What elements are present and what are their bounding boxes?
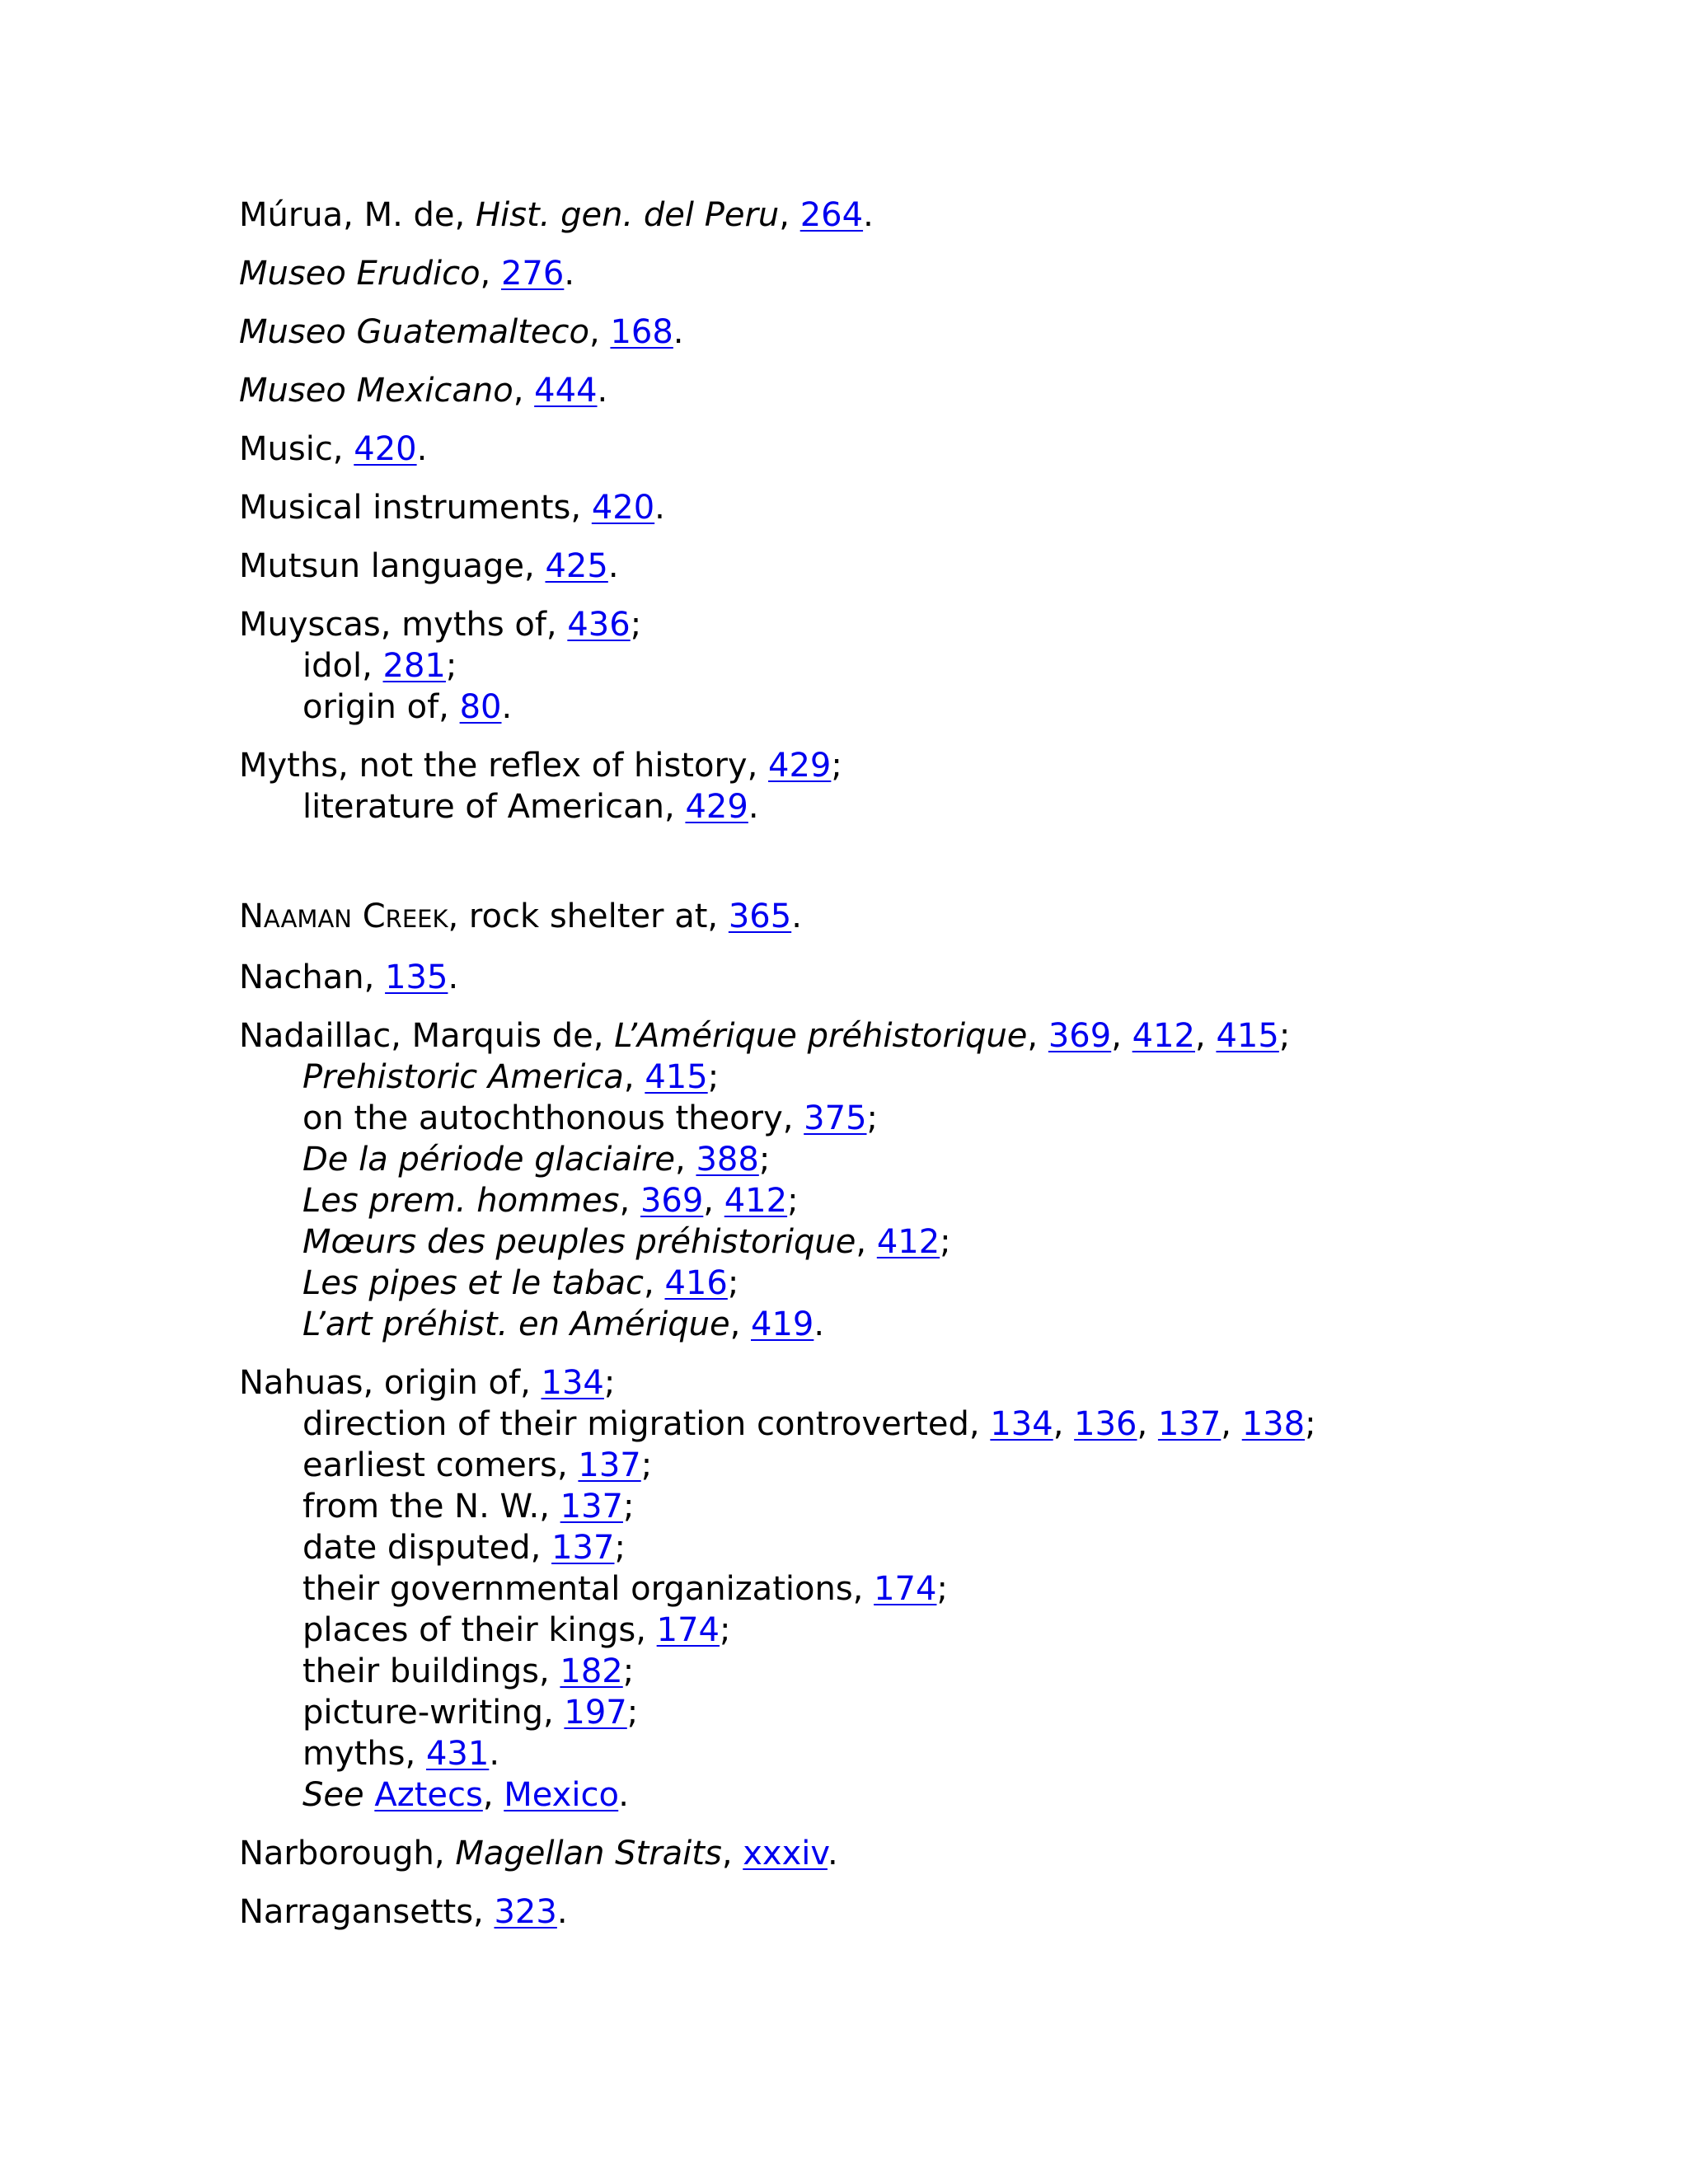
entry-text: ;	[940, 1223, 951, 1261]
italic-title-text: Hist. gen. del Peru	[475, 196, 780, 234]
entry-text: .	[673, 313, 684, 351]
italic-title-text: Museo Mexicano	[239, 372, 513, 410]
page-reference-link[interactable]: 412	[876, 1223, 940, 1261]
entry-subline	[239, 645, 1640, 687]
entry-heading-line	[239, 194, 1640, 236]
index-entry	[239, 312, 1640, 353]
entry-text: Nahuas, origin of,	[239, 1364, 542, 1402]
entry-text: Narragansetts,	[239, 1893, 495, 1931]
entry-subline	[239, 1263, 1640, 1304]
entry-text: ;	[626, 1694, 639, 1732]
italic-title-text: See	[302, 1776, 364, 1814]
page-reference-link[interactable]: 369	[1048, 1017, 1112, 1055]
entry-subline	[239, 1180, 1640, 1221]
page-reference-link[interactable]: 415	[645, 1058, 708, 1096]
entry-text: .	[489, 1735, 500, 1773]
entry-subline	[239, 786, 1640, 827]
italic-title-text: Les prem. hommes	[302, 1182, 620, 1220]
entry-text: .	[556, 1893, 568, 1931]
entry-text: Muyscas, myths of,	[239, 606, 568, 644]
page-reference-link[interactable]: 137	[578, 1446, 641, 1484]
index-entry	[239, 1362, 1640, 1816]
entry-text: date disputed,	[302, 1529, 552, 1567]
italic-title-text: L’art préhist. en Amérique	[302, 1305, 730, 1343]
entry-text: ;	[622, 1652, 635, 1690]
entry-text	[364, 1776, 375, 1814]
entry-subline	[239, 1527, 1640, 1568]
entry-text: ,	[623, 1058, 645, 1096]
page-reference-link[interactable]: 429	[685, 788, 748, 826]
entry-text: Myths, not the reflex of history,	[239, 747, 769, 785]
entry-text: ,	[1053, 1405, 1075, 1443]
entry-text: idol,	[302, 647, 383, 685]
entry-text: .	[827, 1835, 838, 1872]
entry-text: ,	[721, 1835, 743, 1872]
page-reference-link[interactable]: 80	[459, 688, 502, 726]
entry-text: .	[416, 430, 428, 468]
index-entries	[239, 194, 1640, 1950]
page-reference-link[interactable]: 436	[567, 606, 631, 644]
entry-text: ,	[1137, 1405, 1158, 1443]
page-reference-link[interactable]: 388	[696, 1141, 759, 1179]
index-entry	[239, 896, 1640, 940]
entry-heading-line	[239, 1362, 1640, 1404]
entry-heading-line	[239, 1833, 1640, 1874]
entry-text: ;	[831, 747, 842, 785]
entry-text: , rock shelter at,	[448, 898, 729, 935]
entry-text: Narborough,	[239, 1835, 456, 1872]
entry-subline	[239, 1692, 1640, 1733]
entry-subline	[239, 1774, 1640, 1816]
entry-text: ,	[1027, 1017, 1048, 1055]
page-reference-link[interactable]: 264	[799, 196, 864, 234]
entry-text: Mutsun language,	[239, 547, 546, 585]
entry-text: ,	[779, 196, 800, 234]
page-reference-link[interactable]: 365	[728, 898, 792, 935]
entry-heading-line	[239, 487, 1640, 528]
entry-text: .	[814, 1305, 825, 1343]
index-entry	[239, 1891, 1640, 1933]
entry-text: ,	[480, 255, 501, 293]
entry-text: ;	[727, 1264, 739, 1302]
entry-text: ,	[644, 1264, 665, 1302]
entry-text: ;	[758, 1141, 771, 1179]
italic-title-text: Les pipes et le tabac	[302, 1264, 645, 1302]
entry-text: picture-writing,	[302, 1694, 565, 1732]
entry-text: ,	[1111, 1017, 1132, 1055]
italic-title-text: L’Amérique préhistorique	[614, 1017, 1028, 1055]
entry-text: ,	[703, 1182, 724, 1220]
index-entry	[239, 194, 1640, 236]
page-reference-link[interactable]: 134	[990, 1405, 1053, 1443]
entry-text: ;	[787, 1182, 799, 1220]
entry-subline	[239, 1568, 1640, 1610]
page-reference-link[interactable]: 420	[354, 430, 417, 468]
entry-text: ;	[707, 1058, 720, 1096]
italic-title-text: Magellan Straits	[455, 1835, 722, 1872]
index-entry	[239, 487, 1640, 528]
entry-text: ;	[603, 1364, 616, 1402]
entry-text: ;	[445, 647, 457, 685]
entry-text: .	[863, 196, 874, 234]
entry-text: earliest comers,	[302, 1446, 579, 1484]
entry-subline	[239, 1486, 1640, 1527]
entry-subline	[239, 1098, 1640, 1139]
entry-text: ;	[1305, 1405, 1316, 1443]
page-reference-link[interactable]: 416	[664, 1264, 728, 1302]
index-entry	[239, 1833, 1640, 1874]
entry-text: ;	[622, 1488, 635, 1526]
entry-subline	[239, 1221, 1640, 1263]
entry-text: .	[791, 898, 802, 935]
page-reference-link[interactable]: 369	[640, 1182, 704, 1220]
entry-text: from the N. W.,	[302, 1488, 560, 1526]
entry-heading-line	[239, 896, 1640, 940]
page-reference-link[interactable]: 415	[1216, 1017, 1279, 1055]
page-reference-link[interactable]: 323	[494, 1893, 557, 1931]
page-reference-link[interactable]: 174	[656, 1611, 720, 1649]
index-entry	[239, 370, 1640, 411]
entry-text: .	[501, 688, 513, 726]
entry-text: ,	[589, 313, 611, 351]
page-reference-link[interactable]: 137	[551, 1529, 615, 1567]
page-reference-link[interactable]: 419	[751, 1305, 814, 1343]
entry-heading-line	[239, 745, 1640, 786]
entry-text: Musical instruments,	[239, 489, 592, 527]
entry-text: ,	[513, 372, 535, 410]
page-reference-link[interactable]: Aztecs	[374, 1776, 483, 1814]
entry-text: Music,	[239, 430, 354, 468]
letter-section-gap	[239, 845, 1640, 896]
page-reference-link[interactable]: 281	[382, 647, 446, 685]
entry-text: ;	[720, 1611, 731, 1649]
entry-heading-line	[239, 957, 1640, 998]
italic-title-text: Museo Guatemalteco	[239, 313, 589, 351]
entry-subline	[239, 1651, 1640, 1692]
page-reference-link[interactable]: 137	[560, 1488, 623, 1526]
entry-text: ;	[630, 606, 642, 644]
entry-text: ,	[729, 1305, 751, 1343]
page-reference-link[interactable]: 412	[724, 1182, 788, 1220]
entry-text: Múrua, M. de,	[239, 196, 476, 234]
entry-subline	[239, 1610, 1640, 1651]
entry-heading-line	[239, 253, 1640, 294]
entry-text: origin of,	[302, 688, 460, 726]
entry-text: on the autochthonous theory,	[302, 1099, 804, 1137]
entry-subline	[239, 1733, 1640, 1774]
entry-text: ,	[856, 1223, 877, 1261]
entry-heading-line	[239, 604, 1640, 645]
entry-text: .	[597, 372, 608, 410]
entry-text: .	[448, 958, 459, 996]
page-reference-link[interactable]: Mexico	[504, 1776, 619, 1814]
page-reference-link[interactable]: 197	[564, 1694, 627, 1732]
entry-text: ,	[482, 1776, 504, 1814]
entry-heading-line	[239, 1015, 1640, 1057]
entry-heading-line	[239, 312, 1640, 353]
entry-text: ,	[619, 1182, 640, 1220]
entry-heading-line	[239, 370, 1640, 411]
italic-title-text: Museo Erudico	[239, 255, 481, 293]
page-reference-link[interactable]: 420	[591, 489, 655, 527]
entry-text: their governmental organizations,	[302, 1570, 874, 1608]
entry-subline	[239, 1057, 1640, 1098]
entry-subline	[239, 1139, 1640, 1180]
page-reference-link[interactable]: 138	[1241, 1405, 1306, 1443]
page-reference-link[interactable]: 276	[500, 255, 565, 293]
italic-title-text: De la période glaciaire	[302, 1141, 676, 1179]
page-reference-link[interactable]: 137	[1157, 1405, 1221, 1443]
index-entry	[239, 253, 1640, 294]
page-reference-link[interactable]: 182	[560, 1652, 623, 1690]
entry-text: Nadaillac, Marquis de,	[239, 1017, 615, 1055]
entry-subline	[239, 1445, 1640, 1486]
page-reference-link[interactable]: 136	[1074, 1405, 1137, 1443]
entry-heading-line	[239, 1891, 1640, 1933]
page-reference-link[interactable]: 429	[768, 747, 832, 785]
index-entry	[239, 546, 1640, 587]
entry-text: .	[654, 489, 665, 527]
italic-title-text: Mœurs des peuples préhistorique	[302, 1223, 856, 1261]
index-entry	[239, 957, 1640, 998]
entry-text: .	[748, 788, 759, 826]
entry-text: ,	[675, 1141, 696, 1179]
entry-text: places of their kings,	[302, 1611, 657, 1649]
entry-subline	[239, 1404, 1640, 1445]
entry-text: ;	[640, 1446, 653, 1484]
page-reference-link[interactable]: xxxiv	[743, 1835, 828, 1872]
page-reference-link[interactable]: 134	[541, 1364, 604, 1402]
entry-text: their buildings,	[302, 1652, 560, 1690]
index-entry	[239, 745, 1640, 827]
entry-text: .	[607, 547, 619, 585]
entry-text: ;	[614, 1529, 626, 1567]
entry-text: ;	[1278, 1017, 1291, 1055]
page-reference-link[interactable]: 375	[804, 1099, 867, 1137]
italic-title-text: Prehistoric America	[302, 1058, 624, 1096]
entry-text: Nachan,	[239, 958, 386, 996]
entry-text: ,	[1221, 1405, 1242, 1443]
entry-subline	[239, 687, 1640, 728]
entry-text: .	[618, 1776, 629, 1814]
page-reference-link[interactable]: 425	[545, 547, 608, 585]
entry-text: myths,	[302, 1735, 426, 1773]
entry-text: ;	[936, 1570, 948, 1608]
page-reference-link[interactable]: 412	[1132, 1017, 1196, 1055]
page-reference-link[interactable]: 431	[425, 1735, 490, 1773]
entry-heading-line	[239, 546, 1640, 587]
page-reference-link[interactable]: 135	[385, 958, 448, 996]
entry-text: ;	[866, 1099, 879, 1137]
entry-text: ,	[1195, 1017, 1217, 1055]
index-entry	[239, 1015, 1640, 1345]
page-reference-link[interactable]: 174	[874, 1570, 937, 1608]
entry-heading-line	[239, 429, 1640, 470]
page-reference-link[interactable]: 168	[610, 313, 673, 351]
small-caps-heading: NAAMAN CREEK	[239, 898, 448, 935]
index-entry	[239, 604, 1640, 728]
entry-text: direction of their migration controverted,	[302, 1405, 991, 1443]
entry-subline	[239, 1304, 1640, 1345]
entry-text: .	[564, 255, 575, 293]
index-entry	[239, 429, 1640, 470]
entry-text: literature of American,	[302, 788, 686, 826]
page-reference-link[interactable]: 444	[534, 372, 598, 410]
